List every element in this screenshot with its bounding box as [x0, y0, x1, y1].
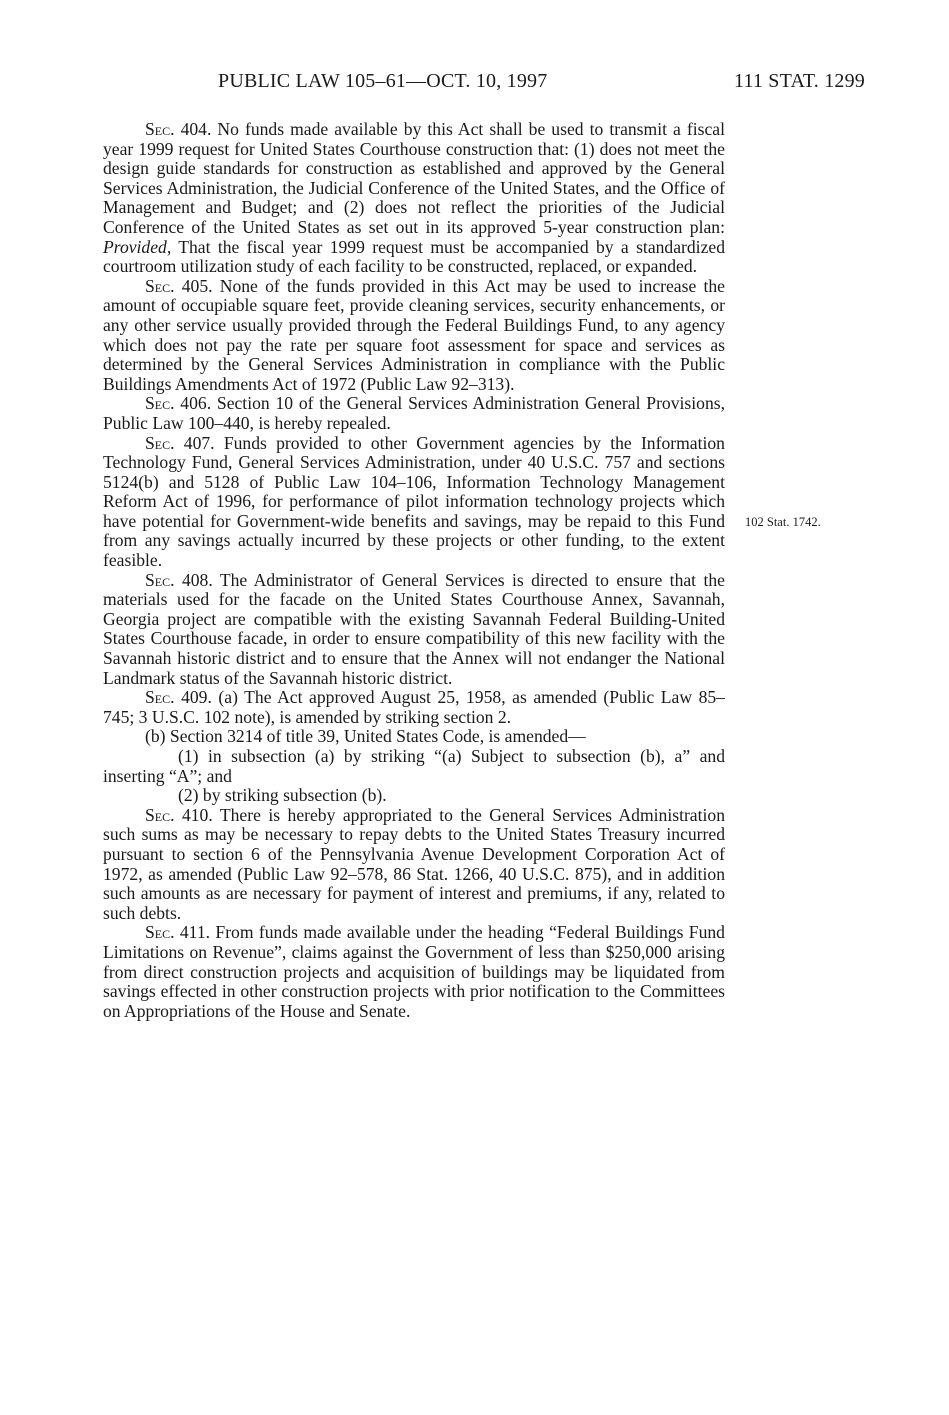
section-text: From funds made available under the heading “Federal Buildings Fund Limitations on Revenue”, claims against the Government of less than $250,000 arising from direct construction projects and acquisition of buildings may be liquidated from savings effected in other construction projects with prior notification to the Committees on Appropriations of the House and Senate.	[103, 922, 725, 1021]
section-404	[103, 120, 725, 277]
section-label: Sec. 409.	[145, 687, 212, 708]
section-label: Sec. 406.	[145, 393, 212, 414]
paragraph-text: (1) in subsection (a) by striking “(a) Subject to subsection (b), a” and inserting “A”; and	[103, 746, 725, 786]
section-407	[103, 434, 725, 571]
section-409	[103, 688, 725, 727]
header-title: PUBLIC LAW 105–61—OCT. 10, 1997	[218, 70, 548, 92]
section-label: Sec. 408.	[145, 569, 213, 590]
section-label: Sec. 407.	[145, 432, 215, 453]
section-text: That the fiscal year 1999 request must be accompanied by a standardized courtroom utilization study of each facility to be constructed, replaced, or expanded.	[103, 236, 725, 277]
section-text: Section 10 of the General Services Administration General Provisions, Public Law 100–440, is hereby repealed.	[103, 393, 725, 433]
section-text: No funds made available by this Act shall be used to transmit a fiscal year 1999 request for United States Courthouse construction that: (1) does not meet the design guide standards for construction as established and approved by the General Services Administration, the Judicial Conference of the United States, and the Office of Management and Budget; and (2) does not reflect the priorities of the Judicial Conference of the United States as set out in its approved 5-year construction plan:	[103, 119, 725, 237]
running-header	[0, 70, 949, 100]
margin-note-citation: 102 Stat. 1742.	[745, 515, 821, 529]
section-label: Sec. 404.	[145, 119, 212, 139]
section-label: Sec. 411.	[145, 922, 211, 943]
section-text: There is hereby appropriated to the General Services Administration such sums as may be necessary to repay debts to the United States Treasury incurred pursuant to section 6 of the Pennsylvania Avenue Development Corporation Act of 1972, as amended (Public Law 92–578, 86 Stat. 1266, 40 U.S.C. 875), and in addition such amounts as are necessary for payment of interest and premiums, if any, related to such debts.	[103, 804, 725, 923]
section-text: The Administrator of General Services is directed to ensure that the materials used for the facade on the United States Courthouse Annex, Savannah, Georgia project are compatible with the existing Savannah Federal Building-United States Courthouse facade, in order to ensure compatibility of this new facility with the Savannah historic district and to ensure that the Annex will not endanger the National Landmark status of the Savannah historic district.	[103, 569, 725, 688]
section-label: Sec. 410.	[145, 804, 213, 825]
section-text: (a) The Act approved August 25, 1958, as amended (Public Law 85–745; 3 U.S.C. 102 note), is amended by striking section 2.	[103, 687, 725, 727]
section-410	[103, 806, 725, 924]
section-label: Sec. 405.	[145, 275, 213, 296]
document-body	[103, 120, 725, 1021]
paragraph-text: (2) by striking subsection (b).	[178, 785, 387, 806]
section-409-paragraph-1	[103, 747, 725, 786]
section-411	[103, 923, 725, 1021]
section-406	[103, 394, 725, 433]
section-text: Funds provided to other Government agencies by the Information Technology Fund, General Services Administration, under 40 U.S.C. 757 and sections 5124(b) and 5128 of Public Law 104–106, Information Technology Management Reform Act of 1996, for performance of pilot information technology projects which have potential for Government-wide benefits and savings, may be repaid to this Fund from any savings actually incurred by these projects or other funding, to the extent feasible.	[103, 432, 725, 571]
header-page-number: 111 STAT. 1299	[733, 70, 865, 92]
section-text: None of the funds provided in this Act may be used to increase the amount of occupiable square feet, provide cleaning services, security enhancements, or any other service usually provided through the Federal Buildings Fund, to any agency which does not pay the rate per square foot assessment for space and services as determined by the General Services Administration in compliance with the Public Buildings Amendments Act of 1972 (Public Law 92–313).	[103, 275, 725, 394]
section-405	[103, 277, 725, 395]
section-408	[103, 571, 725, 689]
subsection-text: (b) Section 3214 of title 39, United States Code, is amended—	[145, 726, 586, 747]
section-409-subsection-b	[103, 727, 725, 747]
section-409-paragraph-2	[103, 786, 725, 806]
proviso-word: Provided,	[103, 236, 172, 257]
